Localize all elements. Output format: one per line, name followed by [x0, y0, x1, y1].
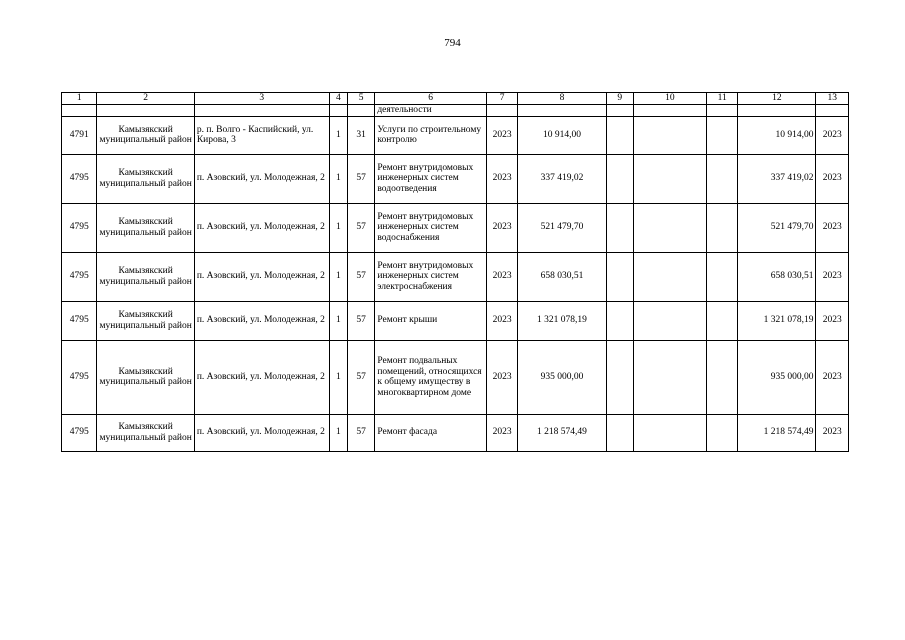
municipality: Камызякский муниципальный район [97, 414, 194, 451]
municipality: Камызякский муниципальный район [97, 301, 194, 340]
col-11-value [706, 154, 737, 203]
col-11-value [706, 203, 737, 252]
column-number: 3 [194, 93, 329, 105]
column-number: 11 [706, 93, 737, 105]
completion-year: 2023 [816, 252, 849, 301]
col-10-value [633, 301, 706, 340]
column-number: 1 [62, 93, 97, 105]
col-9-value [606, 116, 633, 154]
col-9-value [606, 414, 633, 451]
col-4-value: 1 [329, 340, 347, 414]
col-9-value [606, 340, 633, 414]
table-row [62, 252, 849, 301]
total-cost: 10 914,00 [518, 116, 606, 154]
col-4-value: 1 [329, 203, 347, 252]
col-10-value [633, 116, 706, 154]
col-11-value [706, 340, 737, 414]
object-id: 4791 [62, 116, 97, 154]
column-number: 6 [375, 93, 487, 105]
table-body [62, 93, 849, 452]
col-5-value: 57 [347, 301, 374, 340]
cost-value: 935 000,00 [738, 340, 816, 414]
continuation-row [62, 105, 849, 117]
col-9-value [606, 301, 633, 340]
work-type: Ремонт крыши [375, 301, 487, 340]
municipality: Камызякский муниципальный район [97, 340, 194, 414]
work-type: Ремонт фасада [375, 414, 487, 451]
continuation-text: деятельности [375, 105, 487, 117]
cost-value: 1 321 078,19 [738, 301, 816, 340]
column-number: 13 [816, 93, 849, 105]
table-row [62, 203, 849, 252]
col-5-value: 57 [347, 252, 374, 301]
column-number: 8 [518, 93, 606, 105]
municipality: Камызякский муниципальный район [97, 252, 194, 301]
table-row [62, 154, 849, 203]
address: п. Азовский, ул. Молодежная, 2 [194, 252, 329, 301]
col-9-value [606, 252, 633, 301]
object-id: 4795 [62, 414, 97, 451]
address: р. п. Волго - Каспийский, ул. Кирова, 3 [194, 116, 329, 154]
cost-value: 1 218 574,49 [738, 414, 816, 451]
total-cost: 1 218 574,49 [518, 414, 606, 451]
object-id: 4795 [62, 340, 97, 414]
completion-year: 2023 [816, 340, 849, 414]
column-number: 12 [738, 93, 816, 105]
cost-value: 10 914,00 [738, 116, 816, 154]
address: п. Азовский, ул. Молодежная, 2 [194, 203, 329, 252]
completion-year: 2023 [816, 203, 849, 252]
completion-year: 2023 [816, 116, 849, 154]
col-5-value: 31 [347, 116, 374, 154]
address: п. Азовский, ул. Молодежная, 2 [194, 340, 329, 414]
year: 2023 [486, 301, 517, 340]
address: п. Азовский, ул. Молодежная, 2 [194, 301, 329, 340]
municipality: Камызякский муниципальный район [97, 203, 194, 252]
col-11-value [706, 116, 737, 154]
total-cost: 935 000,00 [518, 340, 606, 414]
col-9-value [606, 203, 633, 252]
cost-value: 337 419,02 [738, 154, 816, 203]
col-4-value: 1 [329, 301, 347, 340]
year: 2023 [486, 203, 517, 252]
cost-value: 658 030,51 [738, 252, 816, 301]
col-10-value [633, 414, 706, 451]
table-row [62, 301, 849, 340]
col-5-value: 57 [347, 154, 374, 203]
col-10-value [633, 154, 706, 203]
col-9-value [606, 154, 633, 203]
year: 2023 [486, 340, 517, 414]
work-type: Услуги по строительному контролю [375, 116, 487, 154]
page-number: 794 [444, 37, 461, 49]
table-row [62, 414, 849, 451]
col-11-value [706, 301, 737, 340]
object-id: 4795 [62, 154, 97, 203]
table-row [62, 116, 849, 154]
work-type: Ремонт внутридомовых инженерных систем водоснабжения [375, 203, 487, 252]
col-10-value [633, 340, 706, 414]
completion-year: 2023 [816, 154, 849, 203]
work-type: Ремонт подвальных помещений, относящихся к общему имуществу в многоквартирном доме [375, 340, 487, 414]
year: 2023 [486, 252, 517, 301]
year: 2023 [486, 154, 517, 203]
col-5-value: 57 [347, 340, 374, 414]
object-id: 4795 [62, 252, 97, 301]
column-number: 7 [486, 93, 517, 105]
year: 2023 [486, 414, 517, 451]
column-number: 9 [606, 93, 633, 105]
col-10-value [633, 252, 706, 301]
column-number-row [62, 93, 849, 105]
total-cost: 658 030,51 [518, 252, 606, 301]
col-11-value [706, 252, 737, 301]
year: 2023 [486, 116, 517, 154]
object-id: 4795 [62, 301, 97, 340]
object-id: 4795 [62, 203, 97, 252]
total-cost: 521 479,70 [518, 203, 606, 252]
completion-year: 2023 [816, 301, 849, 340]
total-cost: 337 419,02 [518, 154, 606, 203]
work-type: Ремонт внутридомовых инженерных систем электроснабжения [375, 252, 487, 301]
municipality: Камызякский муниципальный район [97, 116, 194, 154]
col-4-value: 1 [329, 154, 347, 203]
col-11-value [706, 414, 737, 451]
work-type: Ремонт внутридомовых инженерных систем водоотведения [375, 154, 487, 203]
col-5-value: 57 [347, 414, 374, 451]
column-number: 10 [633, 93, 706, 105]
completion-year: 2023 [816, 414, 849, 451]
col-4-value: 1 [329, 414, 347, 451]
address: п. Азовский, ул. Молодежная, 2 [194, 414, 329, 451]
repair-program-table [61, 92, 849, 452]
col-5-value: 57 [347, 203, 374, 252]
cost-value: 521 479,70 [738, 203, 816, 252]
col-10-value [633, 203, 706, 252]
table-row [62, 340, 849, 414]
column-number: 2 [97, 93, 194, 105]
address: п. Азовский, ул. Молодежная, 2 [194, 154, 329, 203]
col-4-value: 1 [329, 116, 347, 154]
column-number: 5 [347, 93, 374, 105]
total-cost: 1 321 078,19 [518, 301, 606, 340]
column-number: 4 [329, 93, 347, 105]
municipality: Камызякский муниципальный район [97, 154, 194, 203]
col-4-value: 1 [329, 252, 347, 301]
